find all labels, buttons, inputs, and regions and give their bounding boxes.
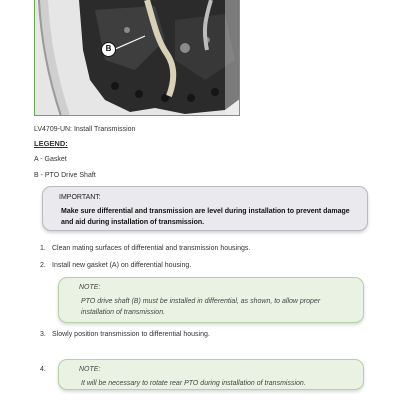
legend-item-a: A - Gasket: [34, 156, 67, 163]
note-1-text: PTO drive shaft (B) must be installed in differential, as shown, to allow proper installation of transmission.: [81, 298, 321, 316]
transmission-photo: [34, 0, 240, 116]
callout-b-marker: [101, 42, 116, 57]
important-label: IMPORTANT:: [59, 194, 101, 201]
step-2: [40, 262, 191, 269]
note-2-text: It will be necessary to rotate rear PTO during installation of transmission.: [81, 380, 306, 387]
step-3: [40, 331, 210, 338]
important-callout: [42, 186, 368, 231]
step-3-number: 3.: [40, 331, 46, 338]
note-callout-2: [58, 359, 364, 390]
callout-b-label: B: [105, 44, 112, 53]
note-callout-1: [58, 277, 364, 323]
important-text: Make sure differential and transmission are level during installation to prevent damage and aid during installation of transmission.: [61, 208, 350, 226]
transmission-illustration: [35, 0, 240, 116]
note-2-label: NOTE:: [79, 366, 101, 373]
step-2-text: Install new gasket (A) on differential housing.: [52, 262, 192, 269]
step-4: [40, 366, 52, 373]
step-1: [40, 245, 250, 252]
step-1-number: 1.: [40, 245, 46, 252]
legend-item-b: B - PTO Drive Shaft: [34, 172, 96, 179]
figure-caption: LV4709-UN: Install Transmission: [34, 126, 136, 133]
step-1-text: Clean mating surfaces of differential and transmission housings.: [52, 245, 251, 252]
step-3-text: Slowly position transmission to differential housing.: [52, 331, 210, 338]
step-2-number: 2.: [40, 262, 46, 269]
step-4-number: 4.: [40, 366, 46, 373]
legend-title: LEGEND:: [34, 139, 68, 148]
note-1-label: NOTE:: [79, 284, 101, 291]
